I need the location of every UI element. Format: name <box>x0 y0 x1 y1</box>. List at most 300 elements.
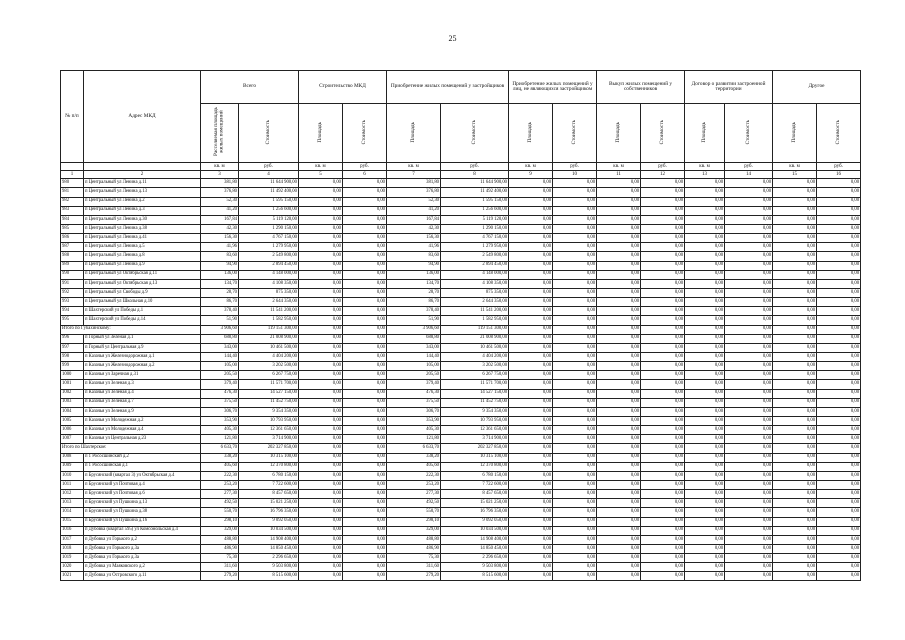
total-cost: 21 008 900,00 <box>239 334 299 343</box>
development-contract-cost: 0,00 <box>725 398 773 407</box>
total-cost: 1 256 600,00 <box>239 206 299 215</box>
table-row <box>61 517 861 526</box>
buyout-area: 0,00 <box>597 407 641 416</box>
nondeveloper-purchase-area: 0,00 <box>509 499 553 508</box>
buyout-area: 0,00 <box>597 316 641 325</box>
construction-cost: 0,00 <box>343 389 387 398</box>
total-area: 144,40 <box>201 352 239 361</box>
developer-purchase-cost: 15 021 250,00 <box>441 499 509 508</box>
buyout-cost: 0,00 <box>641 334 685 343</box>
construction-area: 0,00 <box>299 444 343 453</box>
row-address: п Казачья ул Зеленая д.3 <box>84 380 201 389</box>
nondeveloper-purchase-area: 0,00 <box>509 371 553 380</box>
row-number: 1010 <box>61 471 84 480</box>
developer-purchase-area: 42,30 <box>387 225 441 234</box>
nondeveloper-purchase-cost: 0,00 <box>553 535 597 544</box>
developer-purchase-area: 86,70 <box>387 298 441 307</box>
row-address: п Дубовка (квартал 595) ул Комсомольская д.4 <box>84 526 201 535</box>
other-cost: 0,00 <box>817 416 861 425</box>
construction-cost: 0,00 <box>343 225 387 234</box>
row-number: 1014 <box>61 508 84 517</box>
development-contract-cost: 0,00 <box>725 252 773 261</box>
buyout-cost: 0,00 <box>641 288 685 297</box>
column-number: 12 <box>641 171 685 179</box>
buyout-cost: 0,00 <box>641 544 685 553</box>
construction-area: 0,00 <box>299 325 343 334</box>
total-area: 253,20 <box>201 480 239 489</box>
buyout-cost: 0,00 <box>641 352 685 361</box>
developer-purchase-area: 156,30 <box>387 234 441 243</box>
row-number: 1019 <box>61 554 84 563</box>
development-contract-cost: 0,00 <box>725 298 773 307</box>
row-number: 1003 <box>61 398 84 407</box>
nondeveloper-purchase-cost: 0,00 <box>553 179 597 188</box>
other-area: 0,00 <box>773 490 817 499</box>
construction-cost: 0,00 <box>343 544 387 553</box>
developer-purchase-area: 41,20 <box>387 206 441 215</box>
construction-area: 0,00 <box>299 490 343 499</box>
row-number: 991 <box>61 279 84 288</box>
development-contract-cost: 0,00 <box>725 572 773 581</box>
development-contract-cost: 0,00 <box>725 508 773 517</box>
header-group-purchase-developers: Приобретение жилых помещений у застройщиков <box>387 71 509 104</box>
table-row <box>61 499 861 508</box>
other-cost: 0,00 <box>817 389 861 398</box>
developer-purchase-cost: 10 315 100,00 <box>441 453 509 462</box>
row-number: 1009 <box>61 462 84 471</box>
developer-purchase-area: 381,80 <box>387 179 441 188</box>
buyout-cost: 0,00 <box>641 462 685 471</box>
developer-purchase-area: 52,30 <box>387 197 441 206</box>
table-row <box>61 215 861 224</box>
total-cost: 1 595 150,00 <box>239 197 299 206</box>
other-area: 0,00 <box>773 462 817 471</box>
nondeveloper-purchase-area: 0,00 <box>509 554 553 563</box>
development-contract-area: 0,00 <box>685 325 725 334</box>
nondeveloper-purchase-area: 0,00 <box>509 380 553 389</box>
total-cost: 4 404 200,00 <box>239 352 299 361</box>
row-number: 981 <box>61 188 84 197</box>
buyout-cost: 0,00 <box>641 206 685 215</box>
developer-purchase-cost: 21 008 900,00 <box>441 334 509 343</box>
nondeveloper-purchase-area: 0,00 <box>509 453 553 462</box>
development-contract-area: 0,00 <box>685 444 725 453</box>
construction-cost: 0,00 <box>343 517 387 526</box>
development-contract-area: 0,00 <box>685 426 725 435</box>
total-cost: 4 767 150,00 <box>239 234 299 243</box>
construction-cost: 0,00 <box>343 426 387 435</box>
nondeveloper-purchase-cost: 0,00 <box>553 563 597 572</box>
nondeveloper-purchase-area: 0,00 <box>509 325 553 334</box>
construction-cost: 0,00 <box>343 179 387 188</box>
development-contract-area: 0,00 <box>685 234 725 243</box>
developer-purchase-cost: 4 108 350,00 <box>441 279 509 288</box>
development-contract-area: 0,00 <box>685 380 725 389</box>
subheader-label: Стоимость <box>834 119 841 145</box>
total-area: 3 906,60 <box>201 325 239 334</box>
construction-cost: 0,00 <box>343 352 387 361</box>
other-cost: 0,00 <box>817 554 861 563</box>
total-area: 42,30 <box>201 225 239 234</box>
subheader-label: Стоимость <box>360 119 367 145</box>
row-address: п Казачья ул Заречная д.31 <box>84 371 201 380</box>
nondeveloper-purchase-area: 0,00 <box>509 508 553 517</box>
nondeveloper-purchase-area: 0,00 <box>509 334 553 343</box>
row-number: 992 <box>61 288 84 297</box>
other-cost: 0,00 <box>817 362 861 371</box>
construction-cost: 0,00 <box>343 298 387 307</box>
buyout-area: 0,00 <box>597 343 641 352</box>
total-cost: 3 714 900,00 <box>239 435 299 444</box>
row-number: 1021 <box>61 572 84 581</box>
construction-cost: 0,00 <box>343 563 387 572</box>
development-contract-cost: 0,00 <box>725 416 773 425</box>
row-address: п Центральный ул Октябрьская д.13 <box>84 279 201 288</box>
total-area: 41,96 <box>201 243 239 252</box>
buyout-cost: 0,00 <box>641 508 685 517</box>
nondeveloper-purchase-area: 0,00 <box>509 343 553 352</box>
developer-purchase-cost: 2 549 800,00 <box>441 252 509 261</box>
development-contract-area: 0,00 <box>685 517 725 526</box>
column-number: 15 <box>773 171 817 179</box>
developer-purchase-cost: 8 457 650,00 <box>441 490 509 499</box>
row-number: 1013 <box>61 499 84 508</box>
row-number: 984 <box>61 215 84 224</box>
other-cost: 0,00 <box>817 426 861 435</box>
developer-purchase-area: 136,00 <box>387 270 441 279</box>
construction-cost: 0,00 <box>343 197 387 206</box>
developer-purchase-cost: 11 571 700,00 <box>441 380 509 389</box>
total-area: 378,40 <box>201 307 239 316</box>
other-cost: 0,00 <box>817 334 861 343</box>
nondeveloper-purchase-cost: 0,00 <box>553 307 597 316</box>
nondeveloper-purchase-area: 0,00 <box>509 444 553 453</box>
construction-area: 0,00 <box>299 416 343 425</box>
developer-purchase-cost: 2 296 650,00 <box>441 554 509 563</box>
nondeveloper-purchase-area: 0,00 <box>509 407 553 416</box>
row-number: 1007 <box>61 435 84 444</box>
construction-cost: 0,00 <box>343 206 387 215</box>
buyout-area: 0,00 <box>597 270 641 279</box>
other-area: 0,00 <box>773 444 817 453</box>
total-cost: 11 541 200,00 <box>239 307 299 316</box>
construction-area: 0,00 <box>299 380 343 389</box>
other-area: 0,00 <box>773 380 817 389</box>
construction-cost: 0,00 <box>343 490 387 499</box>
column-number: 3 <box>201 171 239 179</box>
subheader-label: Стоимость <box>264 119 271 145</box>
total-cost: 5 119 120,00 <box>239 215 299 224</box>
header-group-other: Другое <box>773 71 861 104</box>
subheader-label: Площадь <box>316 121 323 143</box>
other-cost: 0,00 <box>817 279 861 288</box>
other-area: 0,00 <box>773 407 817 416</box>
column-number: 4 <box>239 171 299 179</box>
other-cost: 0,00 <box>817 462 861 471</box>
other-cost: 0,00 <box>817 343 861 352</box>
buyout-area: 0,00 <box>597 535 641 544</box>
construction-cost: 0,00 <box>343 554 387 563</box>
table-row <box>61 389 861 398</box>
nondeveloper-purchase-area: 0,00 <box>509 426 553 435</box>
total-cost: 4 148 000,00 <box>239 270 299 279</box>
total-cost: 875 350,00 <box>239 288 299 297</box>
unit-cell: руб. <box>817 163 861 171</box>
buyout-cost: 0,00 <box>641 325 685 334</box>
buyout-area: 0,00 <box>597 307 641 316</box>
nondeveloper-purchase-cost: 0,00 <box>553 490 597 499</box>
unit-cell: кв. м <box>299 163 343 171</box>
unit-cell: руб. <box>441 163 509 171</box>
development-contract-area: 0,00 <box>685 188 725 197</box>
total-area: 376,80 <box>201 188 239 197</box>
developer-purchase-cost: 11 452 750,00 <box>441 398 509 407</box>
other-cost: 0,00 <box>817 225 861 234</box>
nondeveloper-purchase-cost: 0,00 <box>553 362 597 371</box>
developer-purchase-cost: 7 722 600,00 <box>441 480 509 489</box>
nondeveloper-purchase-cost: 0,00 <box>553 188 597 197</box>
table-row <box>61 261 861 270</box>
buyout-cost: 0,00 <box>641 490 685 499</box>
row-address: п Дубовка ул Островского д.11 <box>84 572 201 581</box>
other-cost: 0,00 <box>817 352 861 361</box>
table-row <box>61 535 861 544</box>
row-number: 988 <box>61 252 84 261</box>
developer-purchase-cost: 16 796 350,00 <box>441 508 509 517</box>
nondeveloper-purchase-cost: 0,00 <box>553 197 597 206</box>
table-row <box>61 243 861 252</box>
buyout-area: 0,00 <box>597 380 641 389</box>
buyout-area: 0,00 <box>597 243 641 252</box>
subtotal-label: Итого по Шахтерское: <box>61 444 201 453</box>
subtotal-row <box>61 444 861 453</box>
table-row <box>61 298 861 307</box>
construction-cost: 0,00 <box>343 398 387 407</box>
developer-purchase-cost: 119 151 300,00 <box>441 325 509 334</box>
buyout-area: 0,00 <box>597 252 641 261</box>
other-cost: 0,00 <box>817 380 861 389</box>
buyout-cost: 0,00 <box>641 453 685 462</box>
development-contract-area: 0,00 <box>685 563 725 572</box>
development-contract-area: 0,00 <box>685 535 725 544</box>
row-number: 1015 <box>61 517 84 526</box>
row-number: 1016 <box>61 526 84 535</box>
buyout-area: 0,00 <box>597 508 641 517</box>
construction-area: 0,00 <box>299 407 343 416</box>
development-contract-area: 0,00 <box>685 398 725 407</box>
development-contract-area: 0,00 <box>685 554 725 563</box>
row-number: 1000 <box>61 371 84 380</box>
total-cost: 2 549 800,00 <box>239 252 299 261</box>
construction-area: 0,00 <box>299 517 343 526</box>
developer-purchase-cost: 14 908 400,00 <box>441 535 509 544</box>
column-number: 5 <box>299 171 343 179</box>
total-area: 277,30 <box>201 490 239 499</box>
construction-cost: 0,00 <box>343 261 387 270</box>
subheader-label: Расселяемая площадь жилых помещений <box>213 107 225 157</box>
buyout-cost: 0,00 <box>641 343 685 352</box>
development-contract-area: 0,00 <box>685 453 725 462</box>
table-row <box>61 480 861 489</box>
subheader-cost <box>239 104 299 163</box>
row-address: п Центральный ул Ленина д.8 <box>84 252 201 261</box>
development-contract-area: 0,00 <box>685 526 725 535</box>
row-address: п Центральный ул Ленина д.41 <box>84 234 201 243</box>
construction-cost: 0,00 <box>343 407 387 416</box>
development-contract-area: 0,00 <box>685 225 725 234</box>
construction-area: 0,00 <box>299 554 343 563</box>
construction-area: 0,00 <box>299 352 343 361</box>
total-area: 298,10 <box>201 517 239 526</box>
development-contract-area: 0,00 <box>685 343 725 352</box>
column-number: 6 <box>343 171 387 179</box>
nondeveloper-purchase-cost: 0,00 <box>553 462 597 471</box>
total-cost: 6 780 150,00 <box>239 471 299 480</box>
table-row <box>61 572 861 581</box>
construction-cost: 0,00 <box>343 325 387 334</box>
construction-area: 0,00 <box>299 362 343 371</box>
buyout-cost: 0,00 <box>641 554 685 563</box>
table-row <box>61 352 861 361</box>
development-contract-cost: 0,00 <box>725 435 773 444</box>
buyout-cost: 0,00 <box>641 517 685 526</box>
other-area: 0,00 <box>773 197 817 206</box>
subheader-area <box>509 104 553 163</box>
table-row <box>61 362 861 371</box>
developer-purchase-area: 51,90 <box>387 316 441 325</box>
row-number: 996 <box>61 334 84 343</box>
buyout-area: 0,00 <box>597 554 641 563</box>
row-address: п Центральный ул Ленина д.9 <box>84 261 201 270</box>
developer-purchase-area: 205,50 <box>387 371 441 380</box>
buyout-cost: 0,00 <box>641 261 685 270</box>
row-address: п Брусянский ул Пушкина д.13 <box>84 499 201 508</box>
development-contract-area: 0,00 <box>685 316 725 325</box>
other-area: 0,00 <box>773 270 817 279</box>
development-contract-area: 0,00 <box>685 407 725 416</box>
resettlement-table <box>60 70 861 581</box>
developer-purchase-cost: 3 202 500,00 <box>441 362 509 371</box>
total-area: 94,90 <box>201 261 239 270</box>
column-number: 16 <box>817 171 861 179</box>
nondeveloper-purchase-cost: 0,00 <box>553 225 597 234</box>
other-cost: 0,00 <box>817 480 861 489</box>
development-contract-cost: 0,00 <box>725 270 773 279</box>
nondeveloper-purchase-area: 0,00 <box>509 243 553 252</box>
development-contract-cost: 0,00 <box>725 206 773 215</box>
total-cost: 119 151 300,00 <box>239 325 299 334</box>
nondeveloper-purchase-cost: 0,00 <box>553 499 597 508</box>
buyout-area: 0,00 <box>597 206 641 215</box>
page-number: 25 <box>448 34 457 43</box>
other-cost: 0,00 <box>817 261 861 270</box>
other-cost: 0,00 <box>817 563 861 572</box>
buyout-cost: 0,00 <box>641 298 685 307</box>
other-area: 0,00 <box>773 535 817 544</box>
nondeveloper-purchase-cost: 0,00 <box>553 435 597 444</box>
other-area: 0,00 <box>773 526 817 535</box>
total-area: 379,40 <box>201 380 239 389</box>
construction-area: 0,00 <box>299 252 343 261</box>
total-cost: 2 894 450,00 <box>239 261 299 270</box>
row-address: п Брусянский ул Почтовая д.6 <box>84 490 201 499</box>
row-address: п Центральный ул Октябрьская д.11 <box>84 270 201 279</box>
other-area: 0,00 <box>773 234 817 243</box>
other-cost: 0,00 <box>817 234 861 243</box>
row-number: 1001 <box>61 380 84 389</box>
buyout-area: 0,00 <box>597 197 641 206</box>
other-area: 0,00 <box>773 225 817 234</box>
total-cost: 11 452 750,00 <box>239 398 299 407</box>
developer-purchase-area: 298,10 <box>387 517 441 526</box>
total-area: 105,00 <box>201 362 239 371</box>
row-number: 995 <box>61 316 84 325</box>
subheader-cost <box>641 104 685 163</box>
total-cost: 14 908 400,00 <box>239 535 299 544</box>
other-cost: 0,00 <box>817 398 861 407</box>
buyout-cost: 0,00 <box>641 572 685 581</box>
development-contract-area: 0,00 <box>685 499 725 508</box>
nondeveloper-purchase-area: 0,00 <box>509 206 553 215</box>
row-number: 998 <box>61 352 84 361</box>
unit-cell: руб. <box>239 163 299 171</box>
buyout-area: 0,00 <box>597 426 641 435</box>
other-cost: 0,00 <box>817 526 861 535</box>
construction-cost: 0,00 <box>343 435 387 444</box>
other-area: 0,00 <box>773 416 817 425</box>
table-row <box>61 288 861 297</box>
development-contract-cost: 0,00 <box>725 325 773 334</box>
total-area: 311,60 <box>201 563 239 572</box>
development-contract-cost: 0,00 <box>725 261 773 270</box>
total-cost: 11 492 400,00 <box>239 188 299 197</box>
unit-cell: руб. <box>641 163 685 171</box>
row-number: 983 <box>61 206 84 215</box>
row-address: п Центральный ул Ленина д.11 <box>84 179 201 188</box>
buyout-area: 0,00 <box>597 416 641 425</box>
developer-purchase-cost: 14 527 150,00 <box>441 389 509 398</box>
developer-purchase-cost: 1 256 600,00 <box>441 206 509 215</box>
unit-cell <box>84 163 201 171</box>
row-number: 1008 <box>61 453 84 462</box>
subheader-label: Площадь <box>700 121 707 143</box>
other-cost: 0,00 <box>817 535 861 544</box>
row-number: 993 <box>61 298 84 307</box>
construction-area: 0,00 <box>299 453 343 462</box>
nondeveloper-purchase-cost: 0,00 <box>553 352 597 361</box>
developer-purchase-area: 378,40 <box>387 307 441 316</box>
development-contract-cost: 0,00 <box>725 389 773 398</box>
developer-purchase-area: 28,70 <box>387 288 441 297</box>
buyout-cost: 0,00 <box>641 234 685 243</box>
development-contract-area: 0,00 <box>685 279 725 288</box>
table-row <box>61 508 861 517</box>
header-group-construction: Строительство МКД <box>299 71 387 104</box>
nondeveloper-purchase-area: 0,00 <box>509 252 553 261</box>
total-cost: 12 370 800,00 <box>239 462 299 471</box>
row-address: п Казачья ул Железнодорожная д.1 <box>84 352 201 361</box>
buyout-cost: 0,00 <box>641 279 685 288</box>
nondeveloper-purchase-area: 0,00 <box>509 261 553 270</box>
buyout-area: 0,00 <box>597 334 641 343</box>
nondeveloper-purchase-cost: 0,00 <box>553 279 597 288</box>
table-row <box>61 188 861 197</box>
construction-area: 0,00 <box>299 389 343 398</box>
development-contract-cost: 0,00 <box>725 462 773 471</box>
row-address: п Горный ул Зеленая д.1 <box>84 334 201 343</box>
total-area: 75,30 <box>201 554 239 563</box>
construction-cost: 0,00 <box>343 252 387 261</box>
